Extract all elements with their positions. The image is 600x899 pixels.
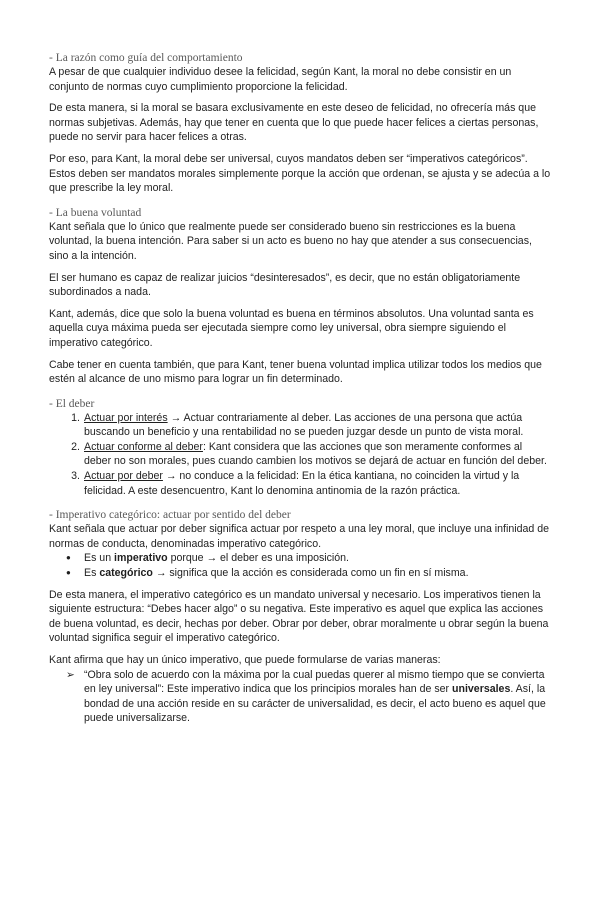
section-heading-imperativo: - Imperativo categórico: actuar por sentido del deber bbox=[49, 509, 291, 522]
list-item: ● Es categórico → significa que la acción es considerada como un fin en sí misma. bbox=[66, 567, 469, 580]
numbered-list bbox=[71, 411, 552, 499]
paragraph: Kant señala que actuar por deber significa actuar por respeto a una ley moral, que incluye una infinidad de normas de conducta, denominadas imperativo categórico. bbox=[49, 523, 549, 550]
list-item bbox=[71, 469, 552, 498]
list-number: 2. bbox=[71, 440, 80, 453]
bullet-list bbox=[66, 551, 552, 580]
paragraph: Kant señala que lo único que realmente puede ser considerado bueno sin restricciones es la buena voluntad, la buena intención. Para saber si un acto es bueno no hay que atender a sus consecuencias, sino a la intención. bbox=[49, 220, 532, 262]
list-text: : Kant considera que las acciones que son meramente conformes al deber no son morales, pues cuando cambien los motivos se dejará de actuar en función del deber. bbox=[84, 440, 547, 468]
paragraph: Kant afirma que hay un único imperativo, que puede formularse de varias maneras: bbox=[49, 654, 441, 666]
paragraph: A pesar de que cualquier individuo desee la felicidad, según Kant, la moral no debe consistir en un conjunto de normas cuyo cumplimiento proporcione la felicidad. bbox=[49, 66, 512, 93]
paragraph: Por eso, para Kant, la moral debe ser universal, cuyos mandatos deben ser “imperativos categóricos”. Estos deben ser mandatos morales simplemente porque la acción que ordenan, se ajusta y se adecúa a lo que prescribe la ley moral. bbox=[49, 152, 551, 195]
list-item bbox=[71, 440, 552, 469]
list-number: 1. bbox=[71, 411, 80, 424]
list-item: ➢ “Obra solo de acuerdo con la máxima por la cual puedas querer al mismo tiempo que se convierta en ley universal”: Este imperativo indica que los principios morales han de ser universales. Así, la bondad de una acción reside en su carácter de universalidad, es decir, el acto bueno es aquel que puede universalizarse. bbox=[66, 668, 546, 725]
paragraph: Cabe tener en cuenta también, que para Kant, tener buena voluntad implica utilizar todos los medios que estén al alcance de uno mismo para lograr un fin determinado. bbox=[49, 358, 542, 386]
bullet-icon: ● bbox=[66, 553, 71, 563]
list-text: → Actuar contrariamente al deber. Las acciones de una persona que actúa buscando un beneficio y una rentabilidad no se pueden juzgar desde un punto de vista moral. bbox=[84, 411, 524, 439]
list-term: Actuar por deber bbox=[84, 470, 163, 483]
list-term: Actuar conforme al deber bbox=[84, 440, 203, 453]
arrow-list bbox=[66, 668, 552, 726]
list-item: ● Es un imperativo porque → el deber es una imposición. bbox=[66, 552, 350, 565]
list-number: 3. bbox=[71, 470, 80, 483]
paragraph: Kant, además, dice que solo la buena voluntad es buena en términos absolutos. Una voluntad santa es aquella cuya máxima pueda ser ejecutada siempre como ley universal, obra siempre siguiendo el imperativo categórico. bbox=[49, 307, 534, 349]
section-heading-buena-voluntad: - La buena voluntad bbox=[49, 206, 142, 219]
section-heading-razon: - La razón como guía del comportamiento bbox=[49, 52, 243, 64]
paragraph: De esta manera, el imperativo categórico es un mandato universal y necesario. Los imperativos tienen la siguiente estructura: “Debes hacer algo” o su negativa. Este imperativo es aquel que explica las acciones de buena voluntad, es decir, hechas por deber. Obrar por deber, obrar moralmente u obrar según la buena voluntad significa seguir el imperativo categórico. bbox=[49, 588, 549, 645]
section-heading-deber: - El deber bbox=[49, 397, 95, 410]
list-item bbox=[71, 411, 552, 440]
bullet-icon: ● bbox=[66, 568, 71, 578]
paragraph: De esta manera, si la moral se basara exclusivamente en este deseo de felicidad, no ofrecería más que normas subjetivas. Además, hay que tener en cuenta que lo que puede hacer felices a ciertas personas, puede no servir para hacer felices a otras. bbox=[49, 102, 539, 144]
arrow-bullet-icon: ➢ bbox=[66, 668, 75, 681]
list-term: Actuar por interés bbox=[84, 411, 168, 424]
paragraph: El ser humano es capaz de realizar juicios “desinteresados”, es decir, que no están obligatoriamente subordinados a nada. bbox=[49, 271, 521, 299]
document-page bbox=[0, 51, 600, 899]
list-text: → no conduce a la felicidad: En la ética kantiana, no coinciden la virtud y la felicidad. A este desencuentro, Kant lo denomina antinomia de la razón práctica. bbox=[84, 470, 520, 497]
